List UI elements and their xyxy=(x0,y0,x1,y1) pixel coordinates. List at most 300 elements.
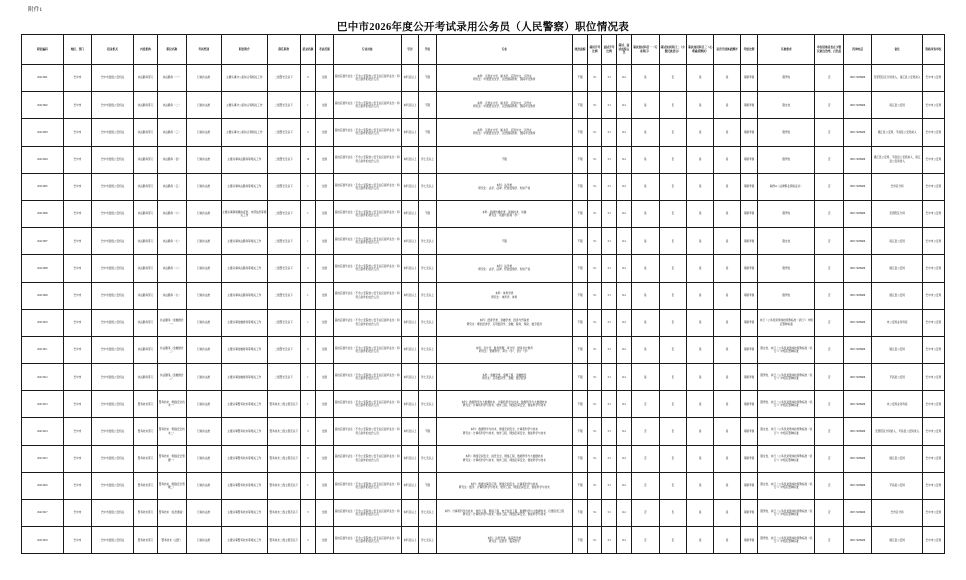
cell-review_unit: 巴中市公安局 xyxy=(922,65,944,92)
cell-inner_org: 执法勤务部门 xyxy=(133,309,157,336)
cell-extra_sub2: 否 xyxy=(659,173,686,200)
cell-degree: 不限 xyxy=(419,65,437,92)
cell-job_intro: 主要从事金融财务等相关工作 xyxy=(221,364,267,391)
cell-physical: 是 xyxy=(714,282,740,309)
cell-scope: 全国 xyxy=(316,309,334,336)
cell-region: 巴中市 xyxy=(63,65,92,92)
cell-rank: 二级警长及以下 xyxy=(267,200,300,227)
cell-interview_ratio: 3:1 xyxy=(602,146,616,173)
cell-interview_ratio: 3:1 xyxy=(602,119,616,146)
cell-degree: 学士及以上 xyxy=(419,255,437,282)
cell-extra_sub1: 是 xyxy=(632,282,659,309)
cell-job_intro: 主要从事执法勤务等相关工作 xyxy=(221,282,267,309)
cell-extra_sub3: 是 xyxy=(686,500,713,527)
cell-inner_org: 执法勤务部门 xyxy=(133,119,157,146)
cell-other_req: 限女性、执行《公务员录用体检特殊标准（试行）》中相应警种标准 xyxy=(758,472,815,499)
cell-target: 高校应届毕业生（不含公安院校公安专业应届毕业生）和符合条件的社会人员 xyxy=(333,391,401,418)
cell-minority_area: 否 xyxy=(815,255,844,282)
cell-extra_sub2: 否 xyxy=(659,228,686,255)
cell-interview_ratio: 3:1 xyxy=(602,228,616,255)
cell-inspect_ratio: 等额考察 xyxy=(740,445,758,472)
cell-region: 巴中市 xyxy=(63,92,92,119)
cell-written_ratio: 3:1 xyxy=(588,500,602,527)
cell-exam_type: 行政执法类 xyxy=(186,309,221,336)
cell-minority_area: 否 xyxy=(815,418,844,445)
cell-minority_area: 否 xyxy=(815,282,844,309)
cell-extra_sub2: 否 xyxy=(659,65,686,92)
table-row xyxy=(22,391,945,418)
cell-phone: 0827-5636666 xyxy=(843,255,872,282)
cell-scope: 全国 xyxy=(316,200,334,227)
cell-review_unit: 巴中市公安局 xyxy=(922,228,944,255)
cell-code: 4S213003 xyxy=(22,119,64,146)
cell-degree: 学士及以上 xyxy=(419,500,437,527)
cell-inner_org: 执法勤务部门 xyxy=(133,65,157,92)
cell-review_unit: 巴中市公安局 xyxy=(922,472,944,499)
cell-extra_sub2: 否 xyxy=(659,200,686,227)
column-header-extra_sub1: 笔试加试科目一（专业科目） xyxy=(632,35,659,65)
cell-degree: 不限 xyxy=(419,418,437,445)
cell-exam_type: 行政执法类 xyxy=(186,228,221,255)
column-header-agency: 招录机关 xyxy=(92,35,134,65)
cell-phone: 0827-5636666 xyxy=(843,309,872,336)
cell-physical: 是 xyxy=(714,65,740,92)
cell-physical: 是 xyxy=(714,146,740,173)
cell-remark: 通江县公安局、平昌县公安局录入、南江县公安局录入 xyxy=(872,146,922,173)
cell-political: 不限 xyxy=(572,391,587,418)
cell-remark: 至恩阳区区分局录入、南江县公安局录入 xyxy=(872,65,922,92)
cell-written_ratio: 3:1 xyxy=(588,445,602,472)
cell-code: 4S213007 xyxy=(22,228,64,255)
column-header-code: 职位编码 xyxy=(22,35,64,65)
cell-remark: 通江县公安局 xyxy=(872,255,922,282)
table-row xyxy=(22,228,945,255)
cell-remark: 市公安局业务科室 xyxy=(872,309,922,336)
cell-written_ratio: 3:1 xyxy=(588,228,602,255)
cell-interview_ratio: 3:1 xyxy=(602,391,616,418)
cell-political: 不限 xyxy=(572,119,587,146)
cell-job_intro: 主要从事办公室综合等相关工作 xyxy=(221,92,267,119)
cell-remark: 南江县公安局 xyxy=(872,92,922,119)
cell-political: 不限 xyxy=(572,200,587,227)
cell-job_name: 警务技术（法医） xyxy=(158,527,187,554)
cell-minority_area: 否 xyxy=(815,364,844,391)
cell-phone: 0827-5636666 xyxy=(843,228,872,255)
cell-education: 本科及以上 xyxy=(401,228,419,255)
column-header-target: 专业对象 xyxy=(333,35,401,65)
cell-extra_sub2: 否 xyxy=(659,527,686,554)
cell-code: 4S213009 xyxy=(22,282,64,309)
cell-extra_sub1: 是 xyxy=(632,119,659,146)
cell-other_req: 限女性、执行《公务员录用体检特殊标准（试行）》中相应警种标准 xyxy=(758,418,815,445)
cell-education: 本科及以上 xyxy=(401,282,419,309)
cell-degree: 学士及以上 xyxy=(419,336,437,363)
cell-job_intro: 主要从事执法勤务等相关工作 xyxy=(221,146,267,173)
cell-political: 不限 xyxy=(572,472,587,499)
cell-remark: 至恩阳区分局录入、平昌县公安局录入 xyxy=(872,418,922,445)
cell-region: 巴中市 xyxy=(63,119,92,146)
cell-extra_sub2: 否 xyxy=(659,472,686,499)
cell-interview_ratio: 3:1 xyxy=(602,336,616,363)
cell-scope: 全国 xyxy=(316,418,334,445)
cell-physical: 是 xyxy=(714,445,740,472)
cell-extra_sub3: 是 xyxy=(686,418,713,445)
cell-quota: 1 xyxy=(300,282,315,309)
cell-phone: 0827-5636666 xyxy=(843,173,872,200)
cell-degree: 不限 xyxy=(419,200,437,227)
column-header-job_intro: 职位简介 xyxy=(221,35,267,65)
cell-major: 本科：金融学类、金融工程、金融数学 研究生：应用经济学、金融、数字经济 xyxy=(436,364,572,391)
table-row xyxy=(22,200,945,227)
cell-interview_ratio: 3:1 xyxy=(602,65,616,92)
cell-job_intro: 主要从事办公室综合等相关工作 xyxy=(221,119,267,146)
cell-code: 4S213017 xyxy=(22,500,64,527)
cell-target: 高校应届毕业生（不含公安院校公安专业应届毕业生）和符合条件的社会人员 xyxy=(333,309,401,336)
cell-region: 巴中市 xyxy=(63,472,92,499)
cell-interview_ratio: 3:1 xyxy=(602,472,616,499)
cell-exam_type: 行政执法类 xyxy=(186,119,221,146)
cell-review_unit: 巴中市公安局 xyxy=(922,173,944,200)
cell-score_ratio: 6:4 xyxy=(616,336,631,363)
cell-score_ratio: 6:4 xyxy=(616,65,631,92)
cell-phone: 0827-5636666 xyxy=(843,418,872,445)
cell-physical: 是 xyxy=(714,391,740,418)
cell-quota: 2 xyxy=(300,527,315,554)
cell-rank: 二级警长及以下 xyxy=(267,255,300,282)
cell-target: 高校应届毕业生（不含公安院校公安专业应届毕业生）和符合条件的社会人员 xyxy=(333,527,401,554)
cell-physical: 是 xyxy=(714,173,740,200)
cell-political: 不限 xyxy=(572,309,587,336)
cell-physical: 是 xyxy=(714,119,740,146)
cell-interview_ratio: 3:1 xyxy=(602,255,616,282)
cell-rank: 警务技术二级主管及以下 xyxy=(267,445,300,472)
cell-major: 本科：法学类 研究生：法学、法律、纪检监察学、知识产权 xyxy=(436,173,572,200)
cell-job_name: 执法勤务（金融财会三） xyxy=(158,364,187,391)
cell-rank: 二级警长及以下 xyxy=(267,92,300,119)
cell-review_unit: 巴中市公安局 xyxy=(922,200,944,227)
cell-physical: 是 xyxy=(714,364,740,391)
cell-exam_type: 行政执法类 xyxy=(186,65,221,92)
cell-other_req: 限男性、执行《公务员录用体检特殊标准（试行）》中相应警种标准 xyxy=(758,500,815,527)
cell-remark: 通江县公安局 xyxy=(872,336,922,363)
cell-job_name: 执法勤务（九） xyxy=(158,282,187,309)
cell-code: 4S213012 xyxy=(22,364,64,391)
cell-review_unit: 巴中市公安局 xyxy=(922,391,944,418)
cell-rank: 二级警长及以下 xyxy=(267,146,300,173)
cell-inspect_ratio: 等额考察 xyxy=(740,200,758,227)
cell-code: 4S213016 xyxy=(22,472,64,499)
cell-interview_ratio: 3:1 xyxy=(602,527,616,554)
cell-education: 本科及以上 xyxy=(401,309,419,336)
cell-quota: 1 xyxy=(300,309,315,336)
cell-job_name: 执法勤务（三） xyxy=(158,119,187,146)
cell-exam_type: 行政执法类 xyxy=(186,500,221,527)
cell-phone: 0827-5636666 xyxy=(843,146,872,173)
cell-job_name: 执法勤务（八） xyxy=(158,255,187,282)
cell-extra_sub3: 是 xyxy=(686,445,713,472)
cell-review_unit: 巴中市公安局 xyxy=(922,500,944,527)
cell-inner_org: 执法勤务部门 xyxy=(133,364,157,391)
cell-interview_ratio: 3:1 xyxy=(602,282,616,309)
cell-education: 本科及以上 xyxy=(401,527,419,554)
cell-physical: 是 xyxy=(714,336,740,363)
cell-review_unit: 巴中市公安局 xyxy=(922,119,944,146)
cell-agency: 巴中市县级公安机关 xyxy=(92,391,134,418)
cell-degree: 学士及以上 xyxy=(419,391,437,418)
cell-minority_area: 否 xyxy=(815,336,844,363)
table-row xyxy=(22,500,945,527)
cell-code: 4S213015 xyxy=(22,445,64,472)
cell-extra_sub1: 否 xyxy=(632,445,659,472)
cell-scope: 全国 xyxy=(316,364,334,391)
cell-job_name: 警务技术（网络安全管理二） xyxy=(158,472,187,499)
cell-extra_sub1: 是 xyxy=(632,146,659,173)
cell-inner_org: 执法勤务部门 xyxy=(133,282,157,309)
cell-extra_sub1: 是 xyxy=(632,336,659,363)
cell-degree: 学士及以上 xyxy=(419,364,437,391)
cell-job_intro: 主要从事执法勤务等相关工作 xyxy=(221,173,267,200)
cell-extra_sub3: 是 xyxy=(686,173,713,200)
cell-other_req: 限男性、执行《公务员录用体检特殊标准（试行）》中相应警种标准 xyxy=(758,391,815,418)
cell-quota: 2 xyxy=(300,255,315,282)
cell-scope: 全国 xyxy=(316,228,334,255)
cell-target: 高校应届毕业生（不含公安院校公安专业应届毕业生）和符合条件的社会人员 xyxy=(333,364,401,391)
column-header-rank: 拟任职务 xyxy=(267,35,300,65)
cell-job_name: 执法勤务（二） xyxy=(158,92,187,119)
cell-major: 本科：经济学类、金融学类、经济与贸易类 研究生：理论经济学、应用经济学、金融、税务、保险、数字经济 xyxy=(436,309,572,336)
cell-agency: 巴中市县级公安机关 xyxy=(92,282,134,309)
cell-region: 巴中市 xyxy=(63,445,92,472)
cell-other_req: 限女性 xyxy=(758,228,815,255)
cell-major: 本科：会计学、财务管理、审计学、财务会计教育 研究生：管理科学、审计（学）、会计（学） xyxy=(436,336,572,363)
cell-remark: 市公安局业务科室 xyxy=(872,391,922,418)
cell-job_name: 警务技术（网络安全技术二） xyxy=(158,418,187,445)
cell-political: 不限 xyxy=(572,527,587,554)
column-header-review_unit: 资格审查单位 xyxy=(922,35,944,65)
cell-quota: 10 xyxy=(300,146,315,173)
cell-inner_org: 执法勤务部门 xyxy=(133,92,157,119)
cell-other_req: 限男性 xyxy=(758,119,815,146)
cell-physical: 是 xyxy=(714,228,740,255)
cell-education: 本科及以上 xyxy=(401,336,419,363)
cell-agency: 巴中市县级公安机关 xyxy=(92,255,134,282)
cell-minority_area: 否 xyxy=(815,445,844,472)
cell-remark: 通江县公安局 xyxy=(872,282,922,309)
cell-major: 本科：网络空间安全、信息安全、网络工程、数据科学与大数据技术 研究生：计算机科学与技术、软件工程、网络空间安全、智能科学与技术 xyxy=(436,445,572,472)
cell-inspect_ratio: 等额考察 xyxy=(740,472,758,499)
cell-quota: 2 xyxy=(300,445,315,472)
cell-job_name: 执法勤务（五） xyxy=(158,173,187,200)
cell-job_name: 执法勤务（金融财会二） xyxy=(158,336,187,363)
cell-extra_sub1: 是 xyxy=(632,255,659,282)
cell-scope: 全国 xyxy=(316,173,334,200)
cell-code: 4S213004 xyxy=(22,146,64,173)
cell-code: 4S213018 xyxy=(22,527,64,554)
cell-scope: 全国 xyxy=(316,527,334,554)
cell-target: 高校应届毕业生（不含公安院校公安专业应届毕业生）和符合条件的社会人员 xyxy=(333,65,401,92)
cell-extra_sub2: 否 xyxy=(659,119,686,146)
table-row xyxy=(22,364,945,391)
cell-extra_sub3: 是 xyxy=(686,282,713,309)
cell-rank: 警务技术二级主管及以下 xyxy=(267,418,300,445)
column-header-interview_ratio: 面试开考比例 xyxy=(602,35,616,65)
cell-target: 高校应届毕业生（不含公安院校公安专业应届毕业生）和符合条件的社会人员 xyxy=(333,336,401,363)
cell-degree: 学士及以上 xyxy=(419,309,437,336)
cell-major: 本科：计算机科学与技术、软件工程、网络工程、电子信息工程、数据科学与大数据技术、仪器仪表工程 研究生：计算机科学与技术、软件工程、网络空间安全、智能科学与技术 xyxy=(436,500,572,527)
cell-exam_type: 行政执法类 xyxy=(186,336,221,363)
cell-job_intro: 主要从事执法勤务等相关工作 xyxy=(221,255,267,282)
job-table-container xyxy=(21,34,945,554)
cell-score_ratio: 6:4 xyxy=(616,309,631,336)
cell-degree: 学士及以上 xyxy=(419,228,437,255)
cell-degree: 学士及以上 xyxy=(419,146,437,173)
column-header-education: 学历 xyxy=(401,35,419,65)
cell-agency: 巴中市县级公安机关 xyxy=(92,418,134,445)
cell-agency: 巴中市县级公安机关 xyxy=(92,364,134,391)
table-row xyxy=(22,472,945,499)
cell-written_ratio: 3:1 xyxy=(588,364,602,391)
cell-extra_sub3: 是 xyxy=(686,146,713,173)
cell-score_ratio: 6:4 xyxy=(616,472,631,499)
cell-major: 本科：体育学类 研究生：体育学、体育 xyxy=(436,282,572,309)
cell-job_intro: 主要从事警务技术等相关工作 xyxy=(221,527,267,554)
cell-interview_ratio: 3:1 xyxy=(602,92,616,119)
cell-region: 巴中市 xyxy=(63,255,92,282)
cell-minority_area: 否 xyxy=(815,527,844,554)
cell-score_ratio: 6:4 xyxy=(616,146,631,173)
cell-political: 不限 xyxy=(572,255,587,282)
cell-job_name: 执法勤务（七） xyxy=(158,228,187,255)
cell-inspect_ratio: 等额考察 xyxy=(740,282,758,309)
cell-political: 不限 xyxy=(572,445,587,472)
cell-rank: 二级警长及以下 xyxy=(267,282,300,309)
cell-inner_org: 警务技术部门 xyxy=(133,418,157,445)
cell-extra_sub1: 是 xyxy=(632,65,659,92)
cell-review_unit: 巴中市公安局 xyxy=(922,445,944,472)
cell-region: 巴中市 xyxy=(63,391,92,418)
cell-agency: 巴中市县级公安机关 xyxy=(92,228,134,255)
cell-region: 巴中市 xyxy=(63,527,92,554)
cell-job_intro: 主要从事金融财务等相关工作 xyxy=(221,309,267,336)
column-header-region: 地区、部门 xyxy=(63,35,92,65)
cell-extra_sub2: 否 xyxy=(659,391,686,418)
cell-written_ratio: 3:1 xyxy=(588,309,602,336)
cell-other_req: 限男性 xyxy=(758,255,815,282)
cell-extra_sub3: 是 xyxy=(686,391,713,418)
cell-remark: 南江县公安局 xyxy=(872,228,922,255)
cell-remark: 通江县公安局 xyxy=(872,445,922,472)
cell-inspect_ratio: 等额考察 xyxy=(740,92,758,119)
cell-rank: 警务技术二级主管及以下 xyxy=(267,472,300,499)
cell-inspect_ratio: 等额考察 xyxy=(740,309,758,336)
cell-other_req: 执行《公务员录用体检特殊标准（试行）》中相应警种标准 xyxy=(758,309,815,336)
cell-other_req: 限女性、执行《公务员录用体检特殊标准（试行）》中相应警种标准 xyxy=(758,445,815,472)
cell-rank: 二级警长及以下 xyxy=(267,228,300,255)
cell-rank: 警务技术二级主管及以下 xyxy=(267,500,300,527)
cell-score_ratio: 6:4 xyxy=(616,391,631,418)
cell-inner_org: 执法勤务部门 xyxy=(133,200,157,227)
cell-major: 本科：汉语言文学、秘书学、应用中文、汉语言 研究生：中国语言文学、汉语国际教育、国际中文教育 xyxy=(436,92,572,119)
cell-extra_sub1: 是 xyxy=(632,200,659,227)
cell-phone: 0827-5636666 xyxy=(843,282,872,309)
cell-inner_org: 警务技术部门 xyxy=(133,445,157,472)
cell-score_ratio: 6:4 xyxy=(616,92,631,119)
cell-phone: 0827-5636666 xyxy=(843,472,872,499)
cell-education: 本科及以上 xyxy=(401,65,419,92)
cell-scope: 全国 xyxy=(316,119,334,146)
table-header xyxy=(22,35,945,65)
cell-quota: 1 xyxy=(300,364,315,391)
cell-written_ratio: 3:1 xyxy=(588,119,602,146)
cell-major: 不限 xyxy=(436,228,572,255)
cell-job_intro: 主要从事警务技术等相关工作 xyxy=(221,500,267,527)
cell-rank: 警务技术二级主管及以下 xyxy=(267,391,300,418)
cell-extra_sub2: 否 xyxy=(659,255,686,282)
cell-education: 本科及以上 xyxy=(401,364,419,391)
cell-major: 本科：数据科学与技术、网络空间安全、计算机科学与技术 研究生：计算机科学与技术、软件工程、网络空间安全、智能科学与技术 xyxy=(436,418,572,445)
cell-extra_sub1: 是 xyxy=(632,364,659,391)
column-header-minority_area: 单位驻地是否在少数民族自治州、自治县 xyxy=(815,35,844,65)
cell-physical: 是 xyxy=(714,418,740,445)
cell-target: 高校应届毕业生（不含公安院校公安专业应届毕业生）和符合条件的社会人员 xyxy=(333,146,401,173)
column-header-political: 政治面貌 xyxy=(572,35,587,65)
cell-review_unit: 巴中市公安局 xyxy=(922,418,944,445)
cell-interview_ratio: 3:1 xyxy=(602,173,616,200)
cell-rank: 二级警长及以下 xyxy=(267,309,300,336)
cell-extra_sub2: 否 xyxy=(659,445,686,472)
cell-extra_sub3: 是 xyxy=(686,200,713,227)
cell-inner_org: 执法勤务部门 xyxy=(133,146,157,173)
cell-inner_org: 警务技术部门 xyxy=(133,472,157,499)
cell-scope: 全国 xyxy=(316,255,334,282)
cell-review_unit: 巴中市公安局 xyxy=(922,255,944,282)
cell-exam_type: 行政执法类 xyxy=(186,92,221,119)
cell-score_ratio: 6:4 xyxy=(616,418,631,445)
cell-interview_ratio: 3:1 xyxy=(602,445,616,472)
cell-agency: 巴中市县级公安机关 xyxy=(92,65,134,92)
cell-extra_sub2: 否 xyxy=(659,92,686,119)
attachment-label: 附件1 xyxy=(28,7,43,13)
cell-degree: 不限 xyxy=(419,472,437,499)
cell-inspect_ratio: 等额考察 xyxy=(740,228,758,255)
cell-major: 本科：汉语言文学、秘书学、应用中文、汉语言 研究生：中国语言文学、汉语国际教育、国际中文教育 xyxy=(436,65,572,92)
cell-code: 4S213013 xyxy=(22,391,64,418)
column-header-score_ratio: 笔试、面试成绩占比 xyxy=(616,35,631,65)
cell-other_req: 限女性 xyxy=(758,92,815,119)
cell-inner_org: 警务技术部门 xyxy=(133,391,157,418)
cell-code: 4S213006 xyxy=(22,200,64,227)
cell-written_ratio: 3:1 xyxy=(588,92,602,119)
cell-minority_area: 否 xyxy=(815,200,844,227)
cell-job_name: 执法勤务（金融财会一） xyxy=(158,309,187,336)
cell-code: 4S213014 xyxy=(22,418,64,445)
cell-agency: 巴中市县级公安机关 xyxy=(92,472,134,499)
cell-extra_sub1: 否 xyxy=(632,527,659,554)
cell-review_unit: 巴中市公安局 xyxy=(922,92,944,119)
column-header-other_req: 其他要求 xyxy=(758,35,815,65)
cell-region: 巴中市 xyxy=(63,282,92,309)
cell-scope: 全国 xyxy=(316,391,334,418)
cell-job_name: 执法勤务（六） xyxy=(158,200,187,227)
cell-physical: 是 xyxy=(714,92,740,119)
cell-agency: 巴中市县级公安机关 xyxy=(92,500,134,527)
cell-written_ratio: 3:1 xyxy=(588,255,602,282)
cell-physical: 是 xyxy=(714,255,740,282)
cell-quota: 1 xyxy=(300,472,315,499)
cell-score_ratio: 6:4 xyxy=(616,364,631,391)
table-row xyxy=(22,282,945,309)
cell-inspect_ratio: 等额考察 xyxy=(740,65,758,92)
